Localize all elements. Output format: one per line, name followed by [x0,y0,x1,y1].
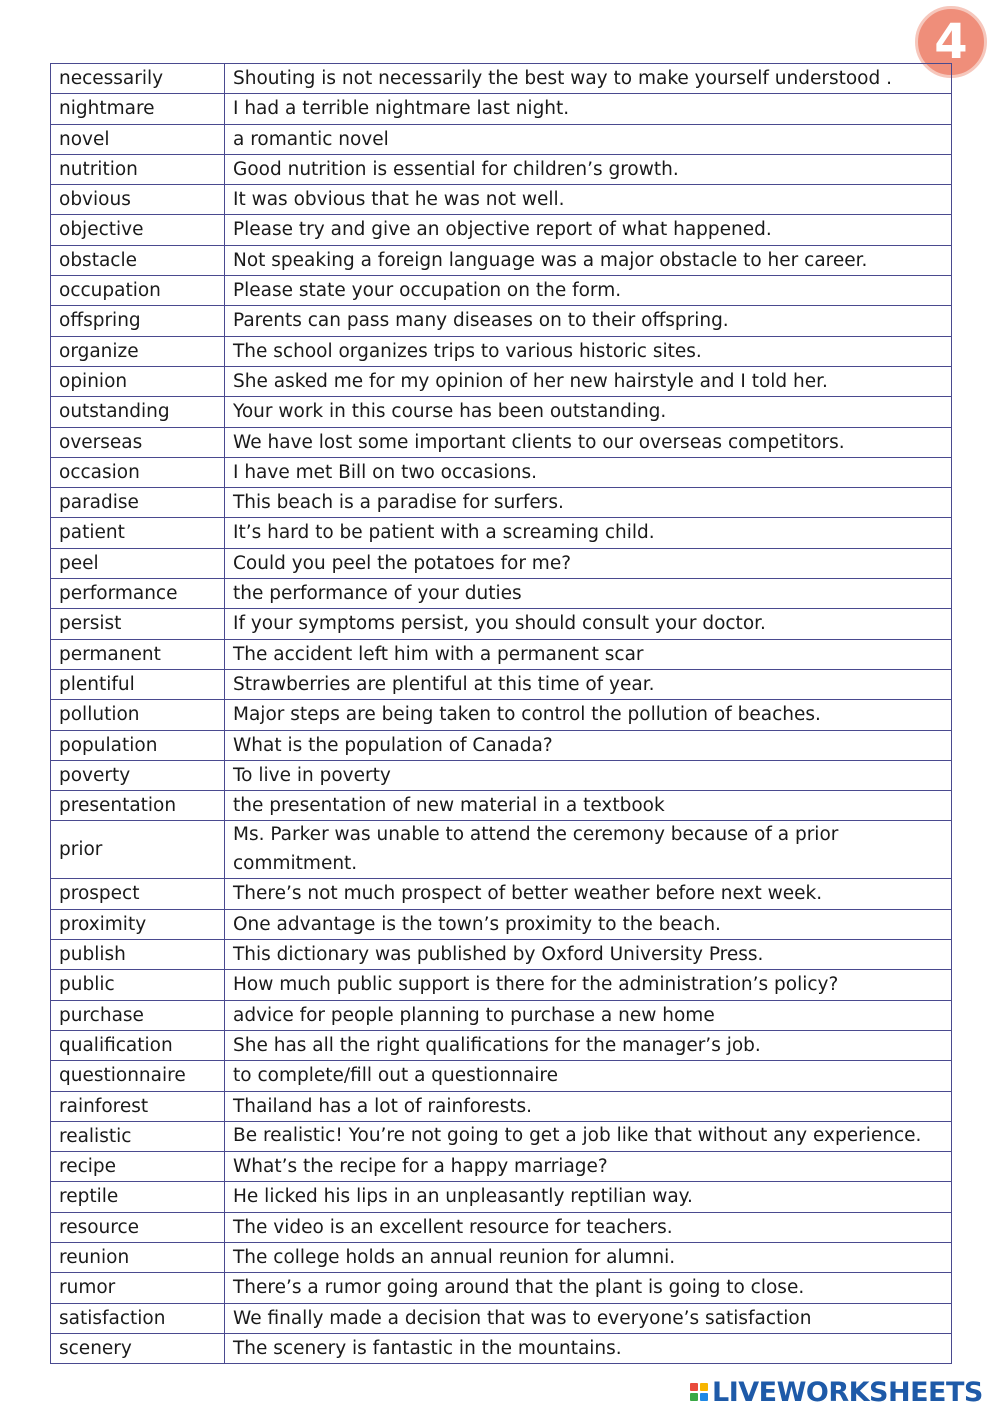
vocab-example: How much public support is there for the administration’s policy? [225,970,952,1000]
vocab-word: presentation [51,791,225,821]
vocab-word: questionnaire [51,1061,225,1091]
vocab-word: organize [51,336,225,366]
vocab-example: The accident left him with a permanent scar [225,639,952,669]
vocab-row [51,1152,952,1182]
vocab-row [51,548,952,578]
vocab-word: performance [51,579,225,609]
vocab-example: The school organizes trips to various historic sites. [225,336,952,366]
vocab-example: Could you peel the potatoes for me? [225,548,952,578]
vocab-example: It was obvious that he was not well. [225,185,952,215]
vocab-word: prior [51,821,225,879]
vocab-row [51,639,952,669]
vocab-example: Ms. Parker was unable to attend the ceremony because of a prior commitment. [225,821,952,879]
liveworksheets-logo [690,1376,983,1408]
vocab-word: public [51,970,225,1000]
vocab-example: The scenery is fantastic in the mountains. [225,1333,952,1363]
vocab-word: recipe [51,1152,225,1182]
vocab-row [51,245,952,275]
vocab-word: population [51,730,225,760]
vocab-row [51,94,952,124]
vocab-example: Not speaking a foreign language was a major obstacle to her career. [225,245,952,275]
vocab-row [51,1091,952,1121]
vocab-example: a romantic novel [225,124,952,154]
vocab-word: obvious [51,185,225,215]
vocab-example: Please try and give an objective report of what happened. [225,215,952,245]
vocab-example: the performance of your duties [225,579,952,609]
vocab-row [51,336,952,366]
vocab-row [51,579,952,609]
vocab-row [51,970,952,1000]
vocab-word: rainforest [51,1091,225,1121]
vocabulary-table [50,63,952,1364]
vocab-example: She has all the right qualifications for the manager’s job. [225,1030,952,1060]
vocab-word: outstanding [51,397,225,427]
vocab-example: He licked his lips in an unpleasantly reptilian way. [225,1182,952,1212]
vocab-example: Please state your occupation on the form. [225,276,952,306]
vocab-row [51,215,952,245]
vocab-example: Good nutrition is essential for children’s growth. [225,154,952,184]
vocab-word: peel [51,548,225,578]
vocab-word: objective [51,215,225,245]
vocab-row [51,1061,952,1091]
vocab-example: advice for people planning to purchase a new home [225,1000,952,1030]
vocab-row [51,760,952,790]
vocab-example: We have lost some important clients to our overseas competitors. [225,427,952,457]
vocab-example: There’s a rumor going around that the plant is going to close. [225,1273,952,1303]
vocab-row [51,427,952,457]
vocab-example: It’s hard to be patient with a screaming child. [225,518,952,548]
vocab-word: resource [51,1212,225,1242]
vocab-row [51,609,952,639]
vocab-row [51,1303,952,1333]
vocab-word: reunion [51,1242,225,1272]
vocab-example: One advantage is the town’s proximity to the beach. [225,909,952,939]
vocab-example: the presentation of new material in a textbook [225,791,952,821]
vocab-example: Thailand has a lot of rainforests. [225,1091,952,1121]
vocab-example: Shouting is not necessarily the best way to make yourself understood . [225,64,952,94]
vocab-row [51,879,952,909]
vocab-row [51,488,952,518]
vocab-row [51,276,952,306]
vocab-row [51,909,952,939]
vocab-word: plentiful [51,669,225,699]
vocab-word: realistic [51,1121,225,1151]
vocab-example: There’s not much prospect of better weather before next week. [225,879,952,909]
vocab-word: pollution [51,700,225,730]
vocab-word: occupation [51,276,225,306]
vocab-row [51,1000,952,1030]
vocab-example: Parents can pass many diseases on to their offspring. [225,306,952,336]
vocab-example: If your symptoms persist, you should consult your doctor. [225,609,952,639]
vocab-word: novel [51,124,225,154]
vocab-word: prospect [51,879,225,909]
logo-square-green [690,1393,698,1401]
vocab-word: nightmare [51,94,225,124]
vocab-example: We finally made a decision that was to everyone’s satisfaction [225,1303,952,1333]
vocab-row [51,124,952,154]
vocab-word: poverty [51,760,225,790]
vocab-word: reptile [51,1182,225,1212]
vocab-row [51,397,952,427]
vocab-row [51,366,952,396]
vocab-example: This dictionary was published by Oxford University Press. [225,940,952,970]
vocab-word: opinion [51,366,225,396]
vocab-row [51,1333,952,1363]
logo-square-blue [700,1393,708,1401]
vocab-example: This beach is a paradise for surfers. [225,488,952,518]
vocab-row [51,306,952,336]
vocab-example: To live in poverty [225,760,952,790]
vocab-row [51,185,952,215]
vocab-word: qualification [51,1030,225,1060]
vocab-word: offspring [51,306,225,336]
vocab-row [51,730,952,760]
vocab-row [51,154,952,184]
vocab-word: purchase [51,1000,225,1030]
vocab-row [51,1242,952,1272]
vocab-example: I had a terrible nightmare last night. [225,94,952,124]
vocab-word: satisfaction [51,1303,225,1333]
vocab-example: Strawberries are plentiful at this time of year. [225,669,952,699]
vocab-word: overseas [51,427,225,457]
vocab-word: scenery [51,1333,225,1363]
logo-square-yellow [700,1383,708,1391]
vocab-word: publish [51,940,225,970]
vocab-row [51,669,952,699]
vocab-row [51,940,952,970]
vocab-row [51,1212,952,1242]
vocab-row [51,457,952,487]
vocab-row [51,64,952,94]
logo-squares-icon [690,1383,708,1401]
page-number-badge: 4 [915,6,987,78]
logo-text: LIVEWORKSHEETS [712,1376,983,1408]
vocab-row [51,700,952,730]
vocab-example: What’s the recipe for a happy marriage? [225,1152,952,1182]
vocab-word: paradise [51,488,225,518]
vocab-example: Be realistic! You’re not going to get a job like that without any experience. [225,1121,952,1151]
vocab-word: nutrition [51,154,225,184]
vocab-example: I have met Bill on two occasions. [225,457,952,487]
vocab-row [51,791,952,821]
vocab-word: necessarily [51,64,225,94]
vocabulary-table-body [51,64,952,1364]
vocab-example: Major steps are being taken to control the pollution of beaches. [225,700,952,730]
vocab-row [51,1121,952,1151]
vocab-example: The video is an excellent resource for teachers. [225,1212,952,1242]
logo-square-red [690,1383,698,1391]
vocab-word: patient [51,518,225,548]
vocab-row [51,821,952,879]
vocab-example: What is the population of Canada? [225,730,952,760]
vocab-word: rumor [51,1273,225,1303]
vocab-example: She asked me for my opinion of her new hairstyle and I told her. [225,366,952,396]
vocab-word: occasion [51,457,225,487]
vocab-word: obstacle [51,245,225,275]
vocab-example: Your work in this course has been outstanding. [225,397,952,427]
vocab-row [51,1030,952,1060]
vocab-word: proximity [51,909,225,939]
vocab-word: permanent [51,639,225,669]
vocab-example: to complete/fill out a questionnaire [225,1061,952,1091]
vocab-word: persist [51,609,225,639]
vocab-row [51,1273,952,1303]
vocab-example: The college holds an annual reunion for alumni. [225,1242,952,1272]
vocab-row [51,518,952,548]
vocab-row [51,1182,952,1212]
